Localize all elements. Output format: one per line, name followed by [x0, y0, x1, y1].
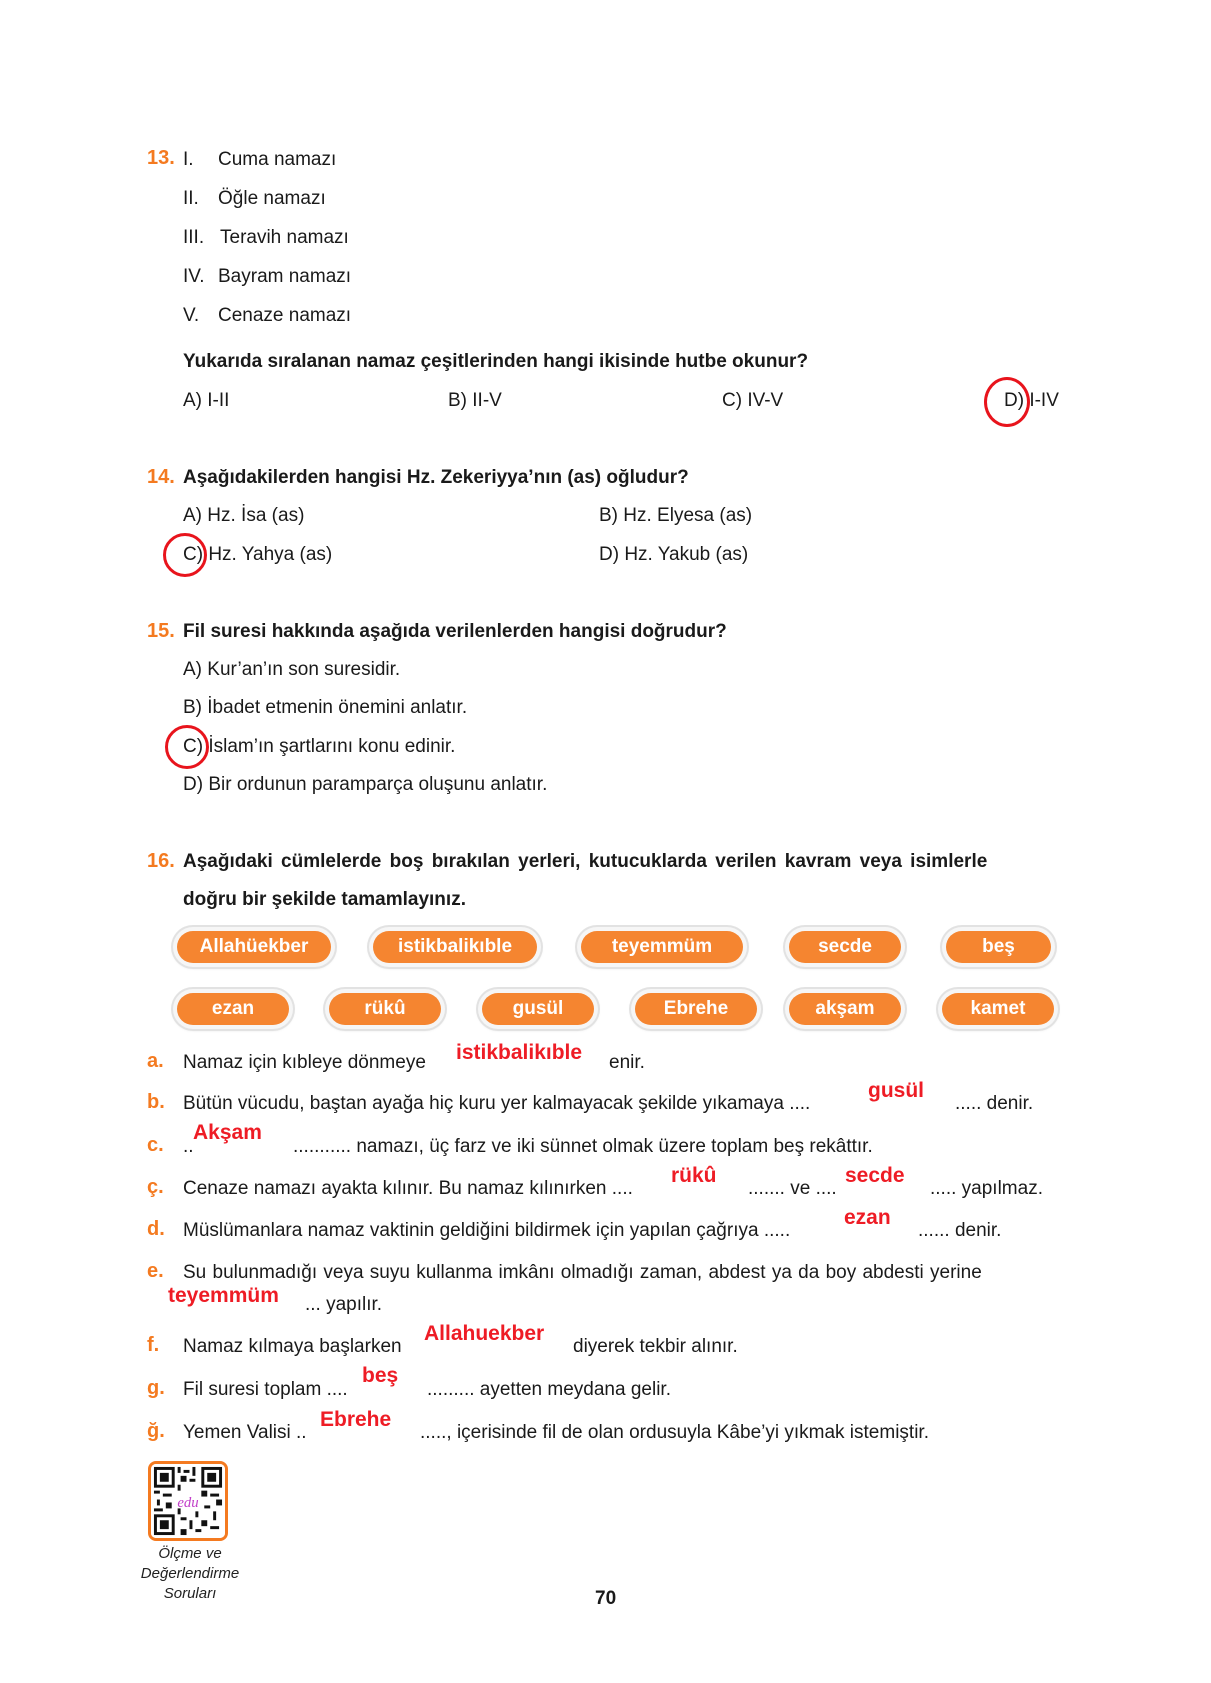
question-number: 13.: [147, 147, 175, 169]
option-b[interactable]: B) Hz. Elyesa (as): [599, 505, 753, 526]
sentence-text: Yemen Valisi ..: [183, 1422, 307, 1443]
item-label: d.: [147, 1218, 165, 1240]
chip-label: Ebrehe: [635, 993, 757, 1025]
roman-numeral: II.: [183, 188, 199, 209]
qr-code[interactable]: [148, 1461, 228, 1541]
option-c[interactable]: C) İslam’ın şartlarını konu edinir.: [183, 736, 456, 757]
word-chip[interactable]: [785, 927, 905, 967]
chip-label: ezan: [177, 993, 289, 1025]
option-a[interactable]: A) Hz. İsa (as): [183, 505, 305, 526]
option-d[interactable]: D) Bir ordunun paramparça oluşunu anlatır.: [183, 774, 548, 795]
question-text: Aşağıdakilerden hangisi Hz. Zekeriyya’nın (as) oğludur?: [183, 467, 689, 488]
option-a[interactable]: A) Kur’an’ın son suresidir.: [183, 659, 401, 680]
list-item: Teravih namazı: [220, 227, 349, 248]
sentence-text: ..... yapılmaz.: [930, 1178, 1043, 1199]
sentence-text: ........... namazı, üç farz ve iki sünnet olmak üzere toplam beş rekâttır.: [293, 1136, 873, 1157]
svg-text:edu: edu: [177, 1494, 199, 1511]
filled-answer[interactable]: Ebrehe: [320, 1408, 392, 1431]
qr-caption-line: Ölçme ve: [158, 1545, 222, 1562]
question-number: 14.: [147, 466, 175, 488]
item-label: c.: [147, 1134, 164, 1156]
item-label: ç.: [147, 1176, 164, 1198]
option-d[interactable]: D) Hz. Yakub (as): [599, 544, 749, 565]
item-label: ğ.: [147, 1420, 165, 1442]
chip-label: rükû: [329, 993, 441, 1025]
qr-code-icon: [151, 1464, 225, 1538]
sentence-text: ..... denir.: [955, 1093, 1034, 1114]
qr-caption: [120, 1544, 260, 1604]
chip-label: istikbalikıble: [373, 931, 537, 963]
sentence-text: Cenaze namazı ayakta kılınır. Bu namaz kılınırken ....: [183, 1178, 633, 1199]
filled-answer[interactable]: secde: [845, 1164, 905, 1187]
chip-label: Allahüekber: [177, 931, 331, 963]
sentence-text: Bütün vücudu, baştan ayağa hiç kuru yer kalmayacak şekilde yıkamaya ....: [183, 1093, 811, 1114]
chip-label: akşam: [789, 993, 901, 1025]
filled-answer[interactable]: istikbalikıble: [456, 1041, 583, 1064]
item-label: e.: [147, 1260, 164, 1282]
option-d[interactable]: D) I-IV: [1004, 390, 1059, 411]
word-chip[interactable]: [785, 989, 905, 1029]
word-chip[interactable]: [369, 927, 541, 967]
sentence-text: Su bulunmadığı veya suyu kullanma imkânı olmadığı zaman, abdest ya da boy abdesti yerine: [183, 1262, 982, 1283]
roman-numeral: V.: [183, 305, 200, 326]
item-label: b.: [147, 1091, 165, 1113]
chip-label: secde: [789, 931, 901, 963]
sentence-text: ..: [183, 1136, 194, 1157]
item-label: g.: [147, 1377, 165, 1399]
word-chip[interactable]: [938, 989, 1058, 1029]
chip-label: teyemmüm: [581, 931, 743, 963]
sentence-text: Namaz kılmaya başlarken: [183, 1336, 402, 1357]
sentence-text: diyerek tekbir alınır.: [573, 1336, 738, 1357]
sentence-text: Müslümanlara namaz vaktinin geldiğini bildirmek için yapılan çağrıya .....: [183, 1220, 791, 1241]
sentence-text: Fil suresi toplam ....: [183, 1379, 348, 1400]
filled-answer[interactable]: teyemmüm: [168, 1284, 279, 1307]
sentence-text: enir.: [609, 1052, 645, 1073]
option-a[interactable]: A) I-II: [183, 390, 230, 411]
sentence-text: ... yapılır.: [305, 1294, 383, 1315]
option-b[interactable]: B) II-V: [448, 390, 502, 411]
item-label: f.: [147, 1334, 160, 1356]
chip-label: beş: [946, 931, 1051, 963]
list-item: Cuma namazı: [218, 149, 337, 170]
filled-answer[interactable]: ezan: [844, 1206, 891, 1229]
sentence-text: ......... ayetten meydana gelir.: [427, 1379, 671, 1400]
word-chip[interactable]: [577, 927, 747, 967]
question-text: Fil suresi hakkında aşağıda verilenlerden hangisi doğrudur?: [183, 621, 727, 642]
filled-answer[interactable]: gusül: [868, 1079, 924, 1102]
filled-answer[interactable]: rükû: [671, 1164, 717, 1187]
question-number: 15.: [147, 620, 175, 642]
qr-caption-line: Soruları: [163, 1585, 217, 1602]
list-item: Cenaze namazı: [218, 305, 352, 326]
option-c[interactable]: C) IV-V: [722, 390, 784, 411]
answer-mark-circle: [984, 377, 1030, 427]
filled-answer[interactable]: Akşam: [193, 1121, 262, 1144]
list-item: Bayram namazı: [218, 266, 352, 287]
option-c[interactable]: C) Hz. Yahya (as): [183, 544, 333, 565]
word-chip[interactable]: [173, 989, 293, 1029]
question-text-cont: doğru bir şekilde tamamlayınız.: [183, 889, 466, 910]
page-number: 70: [595, 1588, 617, 1609]
filled-answer[interactable]: Allahuekber: [424, 1322, 545, 1345]
roman-numeral: I.: [183, 149, 194, 170]
sentence-text: ....... ve ....: [748, 1178, 837, 1199]
option-b[interactable]: B) İbadet etmenin önemini anlatır.: [183, 697, 468, 718]
answer-mark-circle: [163, 533, 207, 577]
list-item: Öğle namazı: [218, 188, 326, 209]
roman-numeral: III.: [183, 227, 205, 248]
chip-label: gusül: [482, 993, 594, 1025]
word-chip[interactable]: [631, 989, 761, 1029]
question-text: Yukarıda sıralanan namaz çeşitlerinden hangi ikisinde hutbe okunur?: [183, 351, 809, 372]
word-chip[interactable]: [942, 927, 1055, 967]
roman-numeral: IV.: [183, 266, 205, 287]
answer-mark-circle: [165, 725, 209, 769]
sentence-text: ....., içerisinde fil de olan ordusuyla Kâbe’yi yıkmak istemiştir.: [420, 1422, 929, 1443]
question-text: Aşağıdaki cümlelerde boş bırakılan yerleri, kutucuklarda verilen kavram veya isimlerle: [183, 851, 988, 872]
word-chip[interactable]: [173, 927, 335, 967]
filled-answer[interactable]: beş: [362, 1364, 399, 1387]
item-label: a.: [147, 1050, 164, 1072]
word-chip[interactable]: [325, 989, 445, 1029]
word-chip[interactable]: [478, 989, 598, 1029]
sentence-text: Namaz için kıbleye dönmeye: [183, 1052, 426, 1073]
qr-caption-line: Değerlendirme: [140, 1565, 240, 1582]
question-number: 16.: [147, 850, 175, 872]
chip-label: kamet: [942, 993, 1054, 1025]
sentence-text: ...... denir.: [918, 1220, 1002, 1241]
